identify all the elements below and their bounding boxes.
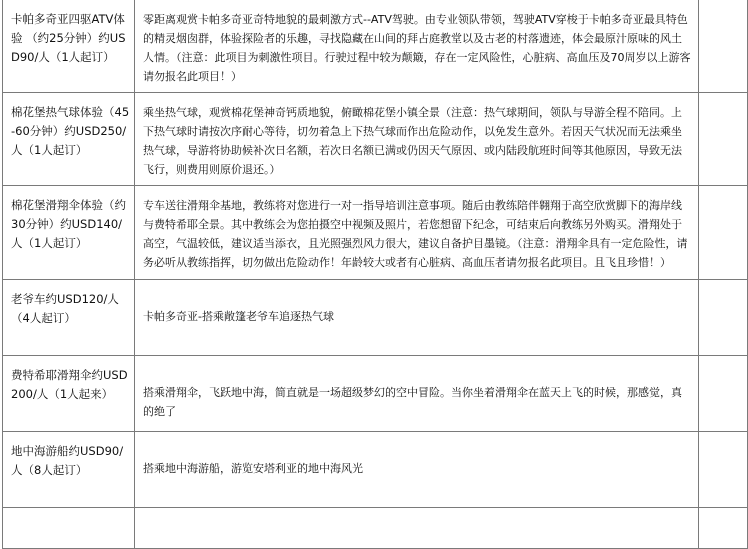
empty-cell — [699, 356, 748, 432]
activity-name: 费特希耶滑翔伞约USD200/人（1人起来） — [11, 368, 128, 401]
optional-activities-table — [2, 0, 748, 549]
activity-name-cell — [3, 186, 135, 280]
activity-description-cell — [135, 93, 699, 186]
table-row — [3, 186, 748, 280]
activity-name-cell — [3, 356, 135, 432]
activity-description: 乘坐热气球，观赏棉花堡神奇钙质地貌，俯瞰棉花堡小镇全景（注意：热气球期间，领队与导游全程不陪同。上下热气球时请按次序耐心等待，切勿着急上下热气球而作出危险动作，以免发生意外。若因天气状况而无法乘坐热气球，导游将协助候补次日名额，若次日名额已满或仍因天气原因、或内陆段航班时间等其他原因，导致无法飞行，则费用则原价退还。） — [143, 106, 682, 176]
activity-description-cell — [135, 508, 699, 549]
table-row — [3, 432, 748, 508]
activity-name: 棉花堡热气球体验（45-60分钟）约USD250/人（1人起订） — [11, 105, 130, 157]
empty-cell — [699, 280, 748, 356]
activity-description-cell — [135, 186, 699, 280]
empty-cell — [699, 0, 748, 93]
activity-description: 卡帕多奇亚-搭乘敞篷老爷车追逐热气球 — [143, 310, 334, 323]
activity-description-cell — [135, 0, 699, 93]
activity-name-cell — [3, 432, 135, 508]
activity-name-cell — [3, 508, 135, 549]
activity-name-cell — [3, 0, 135, 93]
activity-name-cell — [3, 280, 135, 356]
empty-cell — [699, 93, 748, 186]
activity-name: 老爷车约USD120/人（4人起订） — [11, 292, 119, 325]
table-row — [3, 280, 748, 356]
table-row — [3, 0, 748, 93]
activity-name-cell — [3, 93, 135, 186]
activity-description — [135, 508, 698, 524]
activity-description-cell — [135, 280, 699, 356]
table-row — [3, 356, 748, 432]
activity-description: 专车送往滑翔伞基地，教练将对您进行一对一指导培训注意事项。随后由教练陪伴翱翔于高空欣赏脚下的海岸线与费特希耶全景。其中教练会为您拍摄空中视频及照片，若您想留下纪念，可结束后向教练另外购买。滑翔处于高空，气温较低，建议适当添衣，且光照强烈风力很大，建议自备护目墨镜。（注意：滑翔伞具有一定危险性，请务必听从教练指挥，切勿做出危险动作！年龄较大或者有心脏病、高血压者请勿报名此项目。且飞且珍惜！） — [143, 199, 688, 269]
activity-description: 零距离观赏卡帕多奇亚奇特地貌的最刺激方式--ATV驾驶。由专业领队带领，驾驶ATV穿梭于卡帕多奇亚最具特色的精灵烟囱群，体验探险者的乐趣，寻找隐藏在山间的拜占庭教堂以及古老的村落遗迹，体会最原汁原味的风土人情。（注意：此项目为刺激性项目。行驶过程中较为颠簸，存在一定风险性，心脏病、高血压及70周岁以上游客请勿报名此项目！） — [143, 13, 691, 83]
table-row — [3, 93, 748, 186]
activity-name: 卡帕多奇亚四驱ATV体验 （约25分钟）约USD90/人（1人起订） — [11, 12, 126, 64]
activity-description: 搭乘滑翔伞，飞跃地中海，简直就是一场超级梦幻的空中冒险。当你坐着滑翔伞在蓝天上飞的时候，那感觉，真的绝了 — [143, 386, 682, 418]
activity-name: 地中海游船约USD90/人（8人起订） — [11, 444, 124, 477]
activity-description-cell — [135, 356, 699, 432]
activity-name — [3, 508, 134, 524]
empty-cell — [699, 508, 748, 549]
activity-name: 棉花堡滑翔伞体验（约30分钟）约USD140/人（1人起订） — [11, 198, 126, 250]
activity-description-cell — [135, 432, 699, 508]
activity-description: 搭乘地中海游船，游览安塔利亚的地中海风光 — [143, 462, 363, 475]
table-row — [3, 508, 748, 549]
empty-cell — [699, 186, 748, 280]
empty-cell — [699, 432, 748, 508]
